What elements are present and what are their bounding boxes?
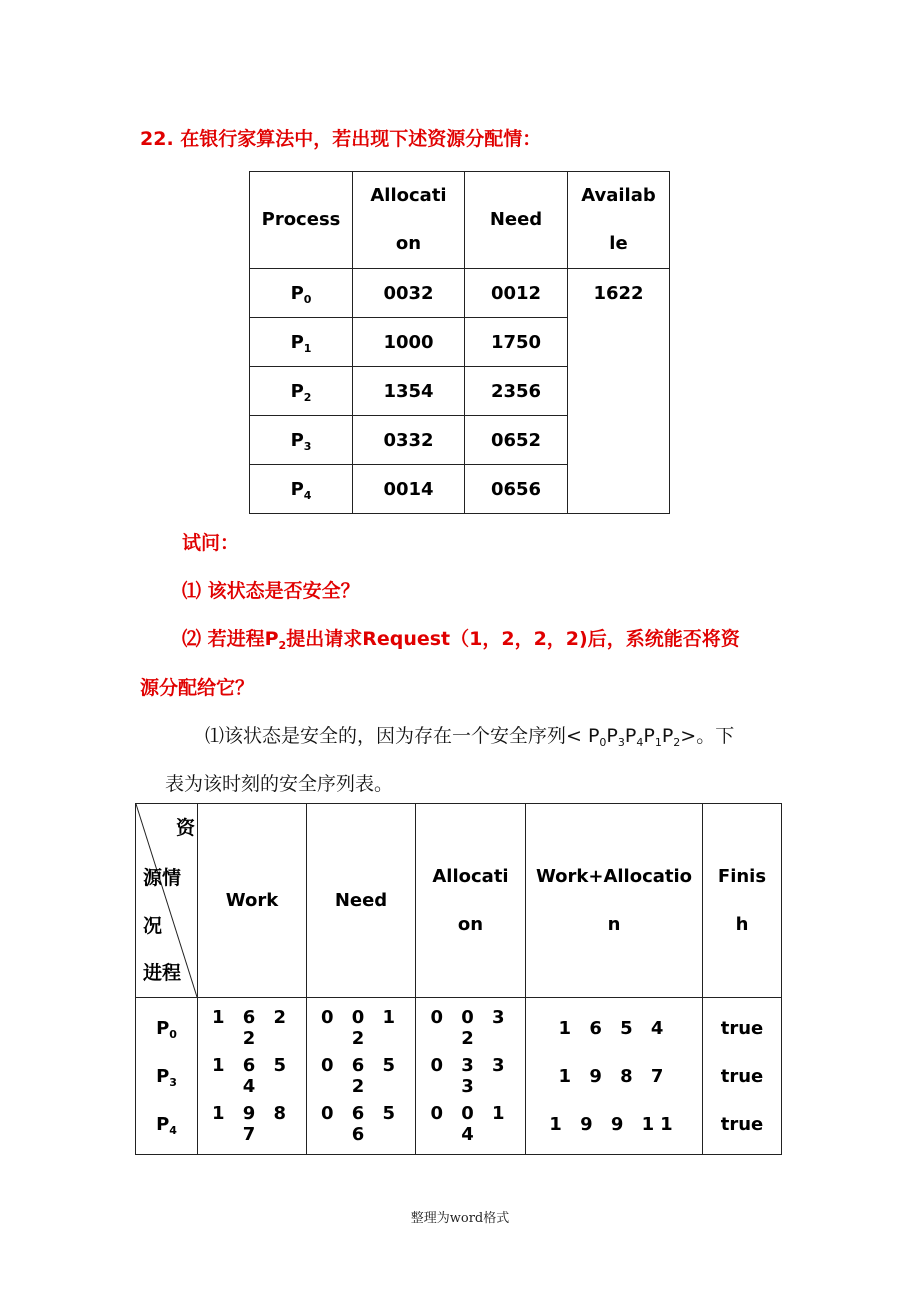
work-cell: 1 6 5 4 bbox=[198, 1052, 307, 1100]
header-finish: Finis h bbox=[703, 804, 782, 998]
need-cell: 1750 bbox=[465, 318, 568, 367]
table-row bbox=[136, 998, 782, 1053]
header-need: Need bbox=[465, 172, 568, 269]
need-cell: 0 6 5 2 bbox=[307, 1052, 416, 1100]
work-cell: 1 9 8 7 bbox=[198, 1100, 307, 1155]
allocation-cell: 0 0 3 2 bbox=[416, 998, 526, 1053]
work-alloc-cell: 1 9 8 7 bbox=[526, 1052, 703, 1100]
process-cell: $P_0$ bbox=[136, 998, 198, 1053]
finish-cell: true bbox=[703, 1052, 782, 1100]
need-cell: 0012 bbox=[465, 269, 568, 318]
need-cell: 2356 bbox=[465, 367, 568, 416]
allocation-cell: 0 3 3 3 bbox=[416, 1052, 526, 1100]
header-allocation bbox=[353, 172, 465, 269]
process-cell: $P_4$ bbox=[136, 1100, 198, 1155]
need-cell: 0 6 5 6 bbox=[307, 1100, 416, 1155]
process-cell: $P_0$ bbox=[250, 269, 353, 318]
allocation-cell: 1000 bbox=[353, 318, 465, 367]
header-allocation-line2: on bbox=[395, 233, 422, 254]
available-cell: 1622 bbox=[568, 269, 670, 514]
answer-line-2: 表为该时刻的安全序列表。 bbox=[165, 773, 394, 795]
allocation-cell: 1354 bbox=[353, 367, 465, 416]
answer-line-1: ⑴该状态是安全的，因为存在一个安全序列< $P_0P_3P_4P_1P_2>$。下 bbox=[205, 725, 735, 749]
header-allocation-line1: Allocati bbox=[370, 185, 447, 206]
allocation-cell: 0332 bbox=[353, 416, 465, 465]
header-allocation: Allocati on bbox=[416, 804, 526, 998]
safe-sequence-table bbox=[135, 803, 782, 1155]
work-cell: 1 6 2 2 bbox=[198, 998, 307, 1053]
corner-text-2: 源情 bbox=[143, 867, 182, 889]
header-need: Need bbox=[307, 804, 416, 998]
table-row bbox=[136, 1100, 782, 1155]
question-title: 22. 在银行家算法中，若出现下述资源分配情： bbox=[140, 128, 542, 150]
need-cell: 0656 bbox=[465, 465, 568, 514]
process-cell: $P_3$ bbox=[250, 416, 353, 465]
question-2-continued: 源分配给它？ bbox=[140, 677, 255, 699]
header-process: Process bbox=[250, 172, 353, 269]
question-ask: 试问： bbox=[182, 532, 240, 554]
header-available-line2: le bbox=[609, 233, 628, 254]
allocation-cell: 0032 bbox=[353, 269, 465, 318]
footer-note: 整理为word格式 bbox=[410, 1211, 510, 1226]
process-cell: $P_1$ bbox=[250, 318, 353, 367]
finish-cell: true bbox=[703, 1100, 782, 1155]
question-2: ⑵ 若进程$P_2$提出请求Request（1，2，2，2)后，系统能否将资 bbox=[182, 628, 740, 652]
resource-allocation-table bbox=[249, 171, 670, 514]
allocation-cell: 0014 bbox=[353, 465, 465, 514]
need-cell: 0 0 1 2 bbox=[307, 998, 416, 1053]
work-alloc-cell: 1 6 5 4 bbox=[526, 998, 703, 1053]
header-available bbox=[568, 172, 670, 269]
process-cell: $P_4$ bbox=[250, 465, 353, 514]
header-work-plus-allocation: Work+Allocatio n bbox=[526, 804, 703, 998]
process-cell: $P_2$ bbox=[250, 367, 353, 416]
table-row bbox=[250, 269, 670, 318]
question-1: ⑴ 该状态是否安全？ bbox=[182, 580, 360, 602]
work-alloc-cell: 1 9 9 11 bbox=[526, 1100, 703, 1155]
corner-text-1: 资 bbox=[176, 817, 196, 839]
table-row bbox=[136, 1052, 782, 1100]
header-work: Work bbox=[198, 804, 307, 998]
finish-cell: true bbox=[703, 998, 782, 1053]
allocation-cell: 0 0 1 4 bbox=[416, 1100, 526, 1155]
corner-text-3: 况 bbox=[143, 915, 163, 937]
header-available-line1: Availab bbox=[581, 185, 656, 206]
need-cell: 0652 bbox=[465, 416, 568, 465]
corner-header bbox=[136, 804, 198, 998]
corner-text-4: 进程 bbox=[143, 962, 182, 984]
process-cell: $P_3$ bbox=[136, 1052, 198, 1100]
